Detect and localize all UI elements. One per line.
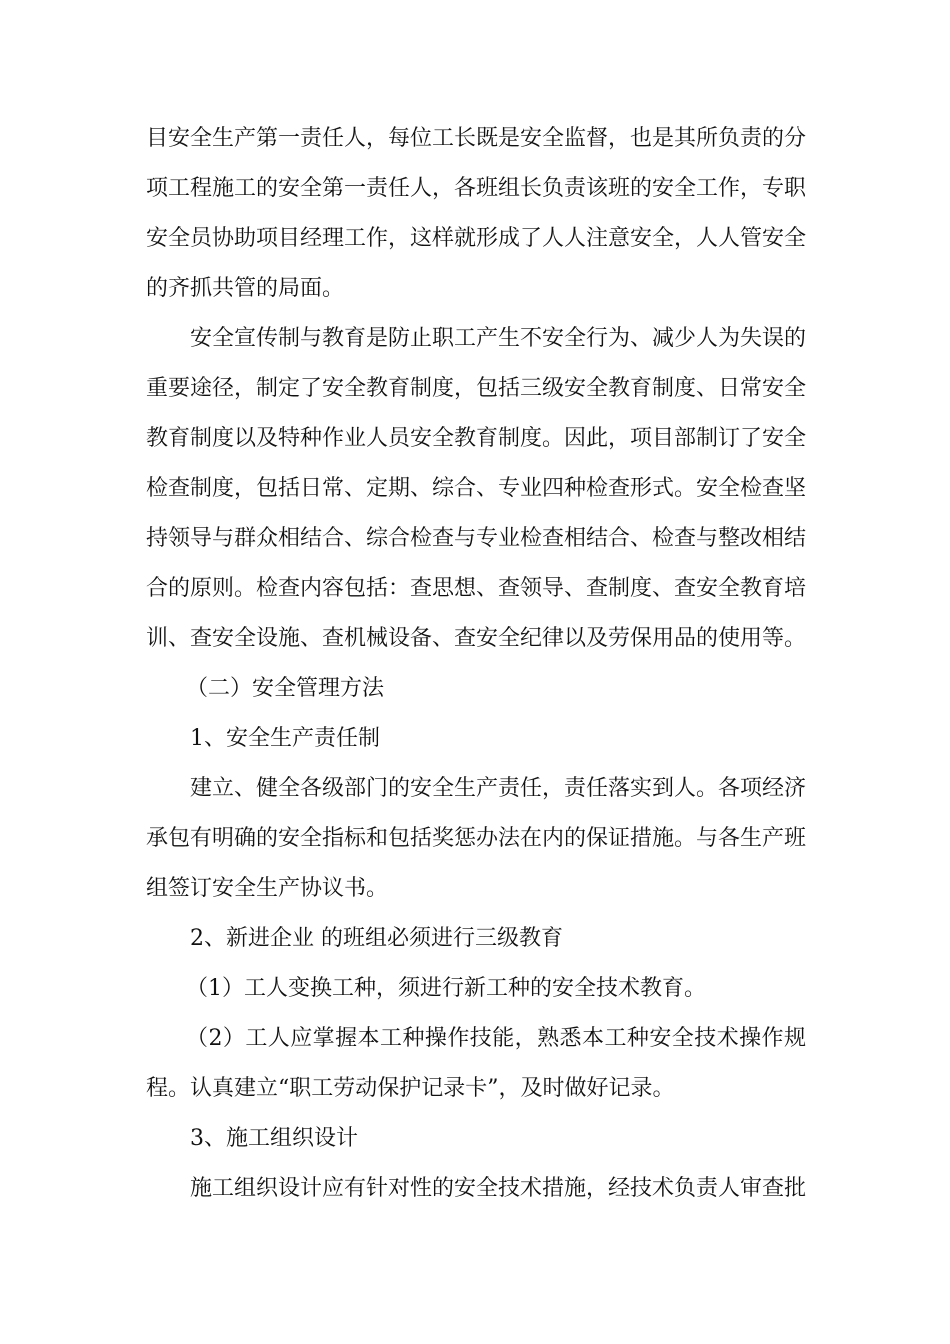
- section-heading: （二）安全管理方法: [186, 676, 385, 701]
- paragraph-line: 建立、健全各级部门的安全生产责任，责任落实到人。各项经济: [190, 776, 806, 801]
- paragraph-line: 安全宣传制与教育是防止职工产生不安全行为、减少人为失误的: [190, 326, 806, 351]
- paragraph-line: 的齐抓共管的局面。: [146, 276, 345, 301]
- paragraph-line: 合的原则。检查内容包括：查思想、查领导、查制度、查安全教育培: [146, 576, 806, 601]
- paragraph-line: 组签订安全生产协议书。: [146, 876, 389, 901]
- paragraph-line: 重要途径，制定了安全教育制度，包括三级安全教育制度、日常安全: [146, 376, 806, 401]
- list-item: （1）工人变换工种，须进行新工种的安全技术教育。: [186, 976, 706, 1001]
- paragraph-line: 项工程施工的安全第一责任人，各班组长负责该班的安全工作，专职: [146, 176, 806, 201]
- paragraph-line: 承包有明确的安全指标和包括奖惩办法在内的保证措施。与各生产班: [146, 826, 806, 851]
- paragraph-line: 持领导与群众相结合、综合检查与专业检查相结合、检查与整改相结: [146, 526, 806, 551]
- document-body: [146, 114, 806, 1214]
- paragraph-line: 训、查安全设施、查机械设备、查安全纪律以及劳保用品的使用等。: [146, 626, 806, 651]
- subsection-heading: 1、安全生产责任制: [190, 726, 380, 751]
- paragraph-line: 施工组织设计应有针对性的安全技术措施，经技术负责人审查批: [190, 1176, 806, 1201]
- paragraph-line: 教育制度以及特种作业人员安全教育制度。因此，项目部制订了安全: [146, 426, 806, 451]
- paragraph-line: 检查制度，包括日常、定期、综合、专业四种检查形式。安全检查坚: [146, 476, 806, 501]
- paragraph-line: 目安全生产第一责任人，每位工长既是安全监督，也是其所负责的分: [146, 126, 806, 151]
- subsection-heading: 3、施工组织设计: [190, 1126, 358, 1151]
- list-item: （2）工人应掌握本工种操作技能，熟悉本工种安全技术操作规: [186, 1026, 806, 1051]
- paragraph-line: 程。认真建立“职工劳动保护记录卡”，及时做好记录。: [146, 1076, 675, 1101]
- paragraph-line: 安全员协助项目经理工作，这样就形成了人人注意安全，人人管安全: [146, 226, 806, 251]
- subsection-heading: 2、新进企业 的班组必须进行三级教育: [190, 926, 563, 951]
